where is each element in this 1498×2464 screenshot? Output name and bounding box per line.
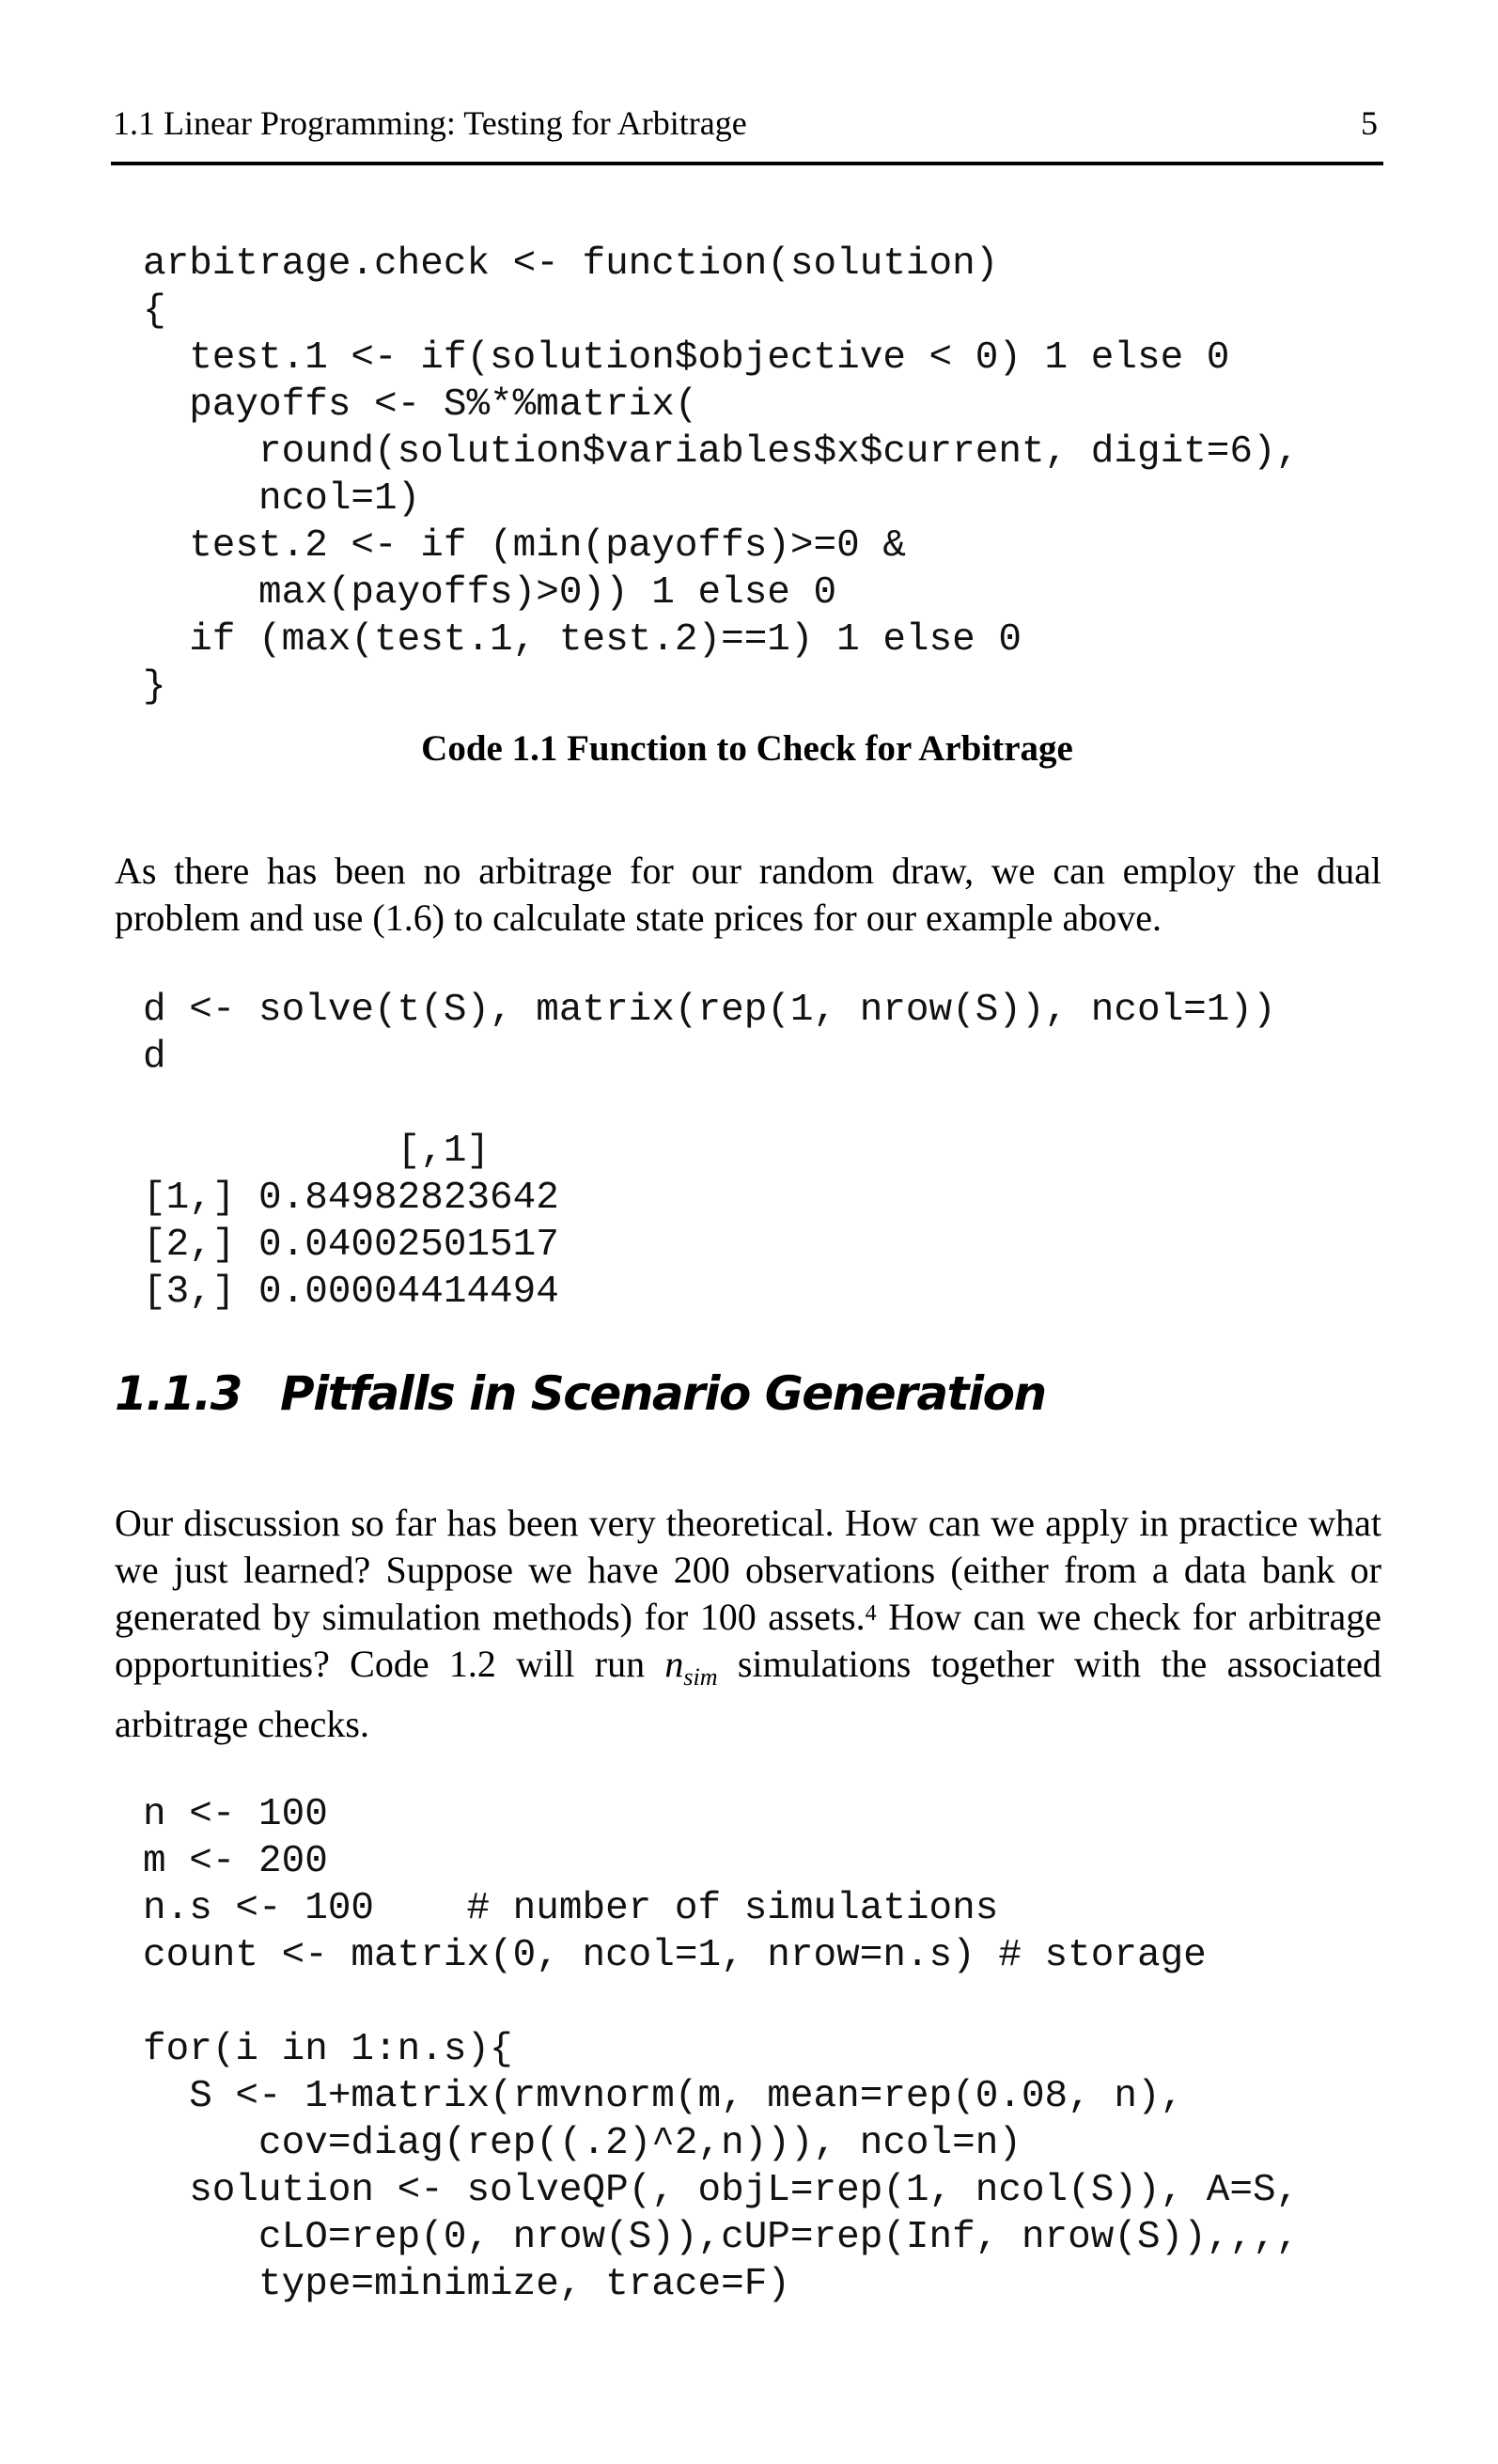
math-base: n (664, 1643, 684, 1685)
code-listing-state-prices: d <- solve(t(S), matrix(rep(1, nrow(S)), ncol=1)) d [,1] [1,] 0.84982823642 [2,] 0.04002501517 [3,] 0.00004414494 (143, 989, 1276, 1314)
paragraph-state-prices: As there has been no arbitrage for our random draw, we can employ the dual problem and use (1.6) to calculate state prices for our example above. (115, 850, 1381, 939)
paragraph-text: simulations together with the associated arbitrage checks. (115, 1643, 1381, 1745)
page-header (111, 98, 1381, 148)
paragraph-text: How can we check for arbitrage opportunities? Code 1.2 will run (115, 1596, 1382, 1685)
code-listing-arbitrage-check: arbitrage.check <- function(solution) { test.1 <- if(solution$objective < 0) 1 else 0 payoffs <- S%*%matrix( round(solution$variables$x$current, digit=6), ncol=1) test.2 <- if (min(payoffs)>=0 & max(payoffs)>0)) 1 else 0 if (max(test.1, test.2)==1) 1 else 0 } (143, 242, 1300, 709)
code-listing-simulation: n <- 100 m <- 200 n.s <- 100 # number of simulations count <- matrix(0, ncol=1, nrow=n.s) # storage for(i in 1:n.s){ S <- 1+matrix(rmvnorm(m, mean=rep(0.08, n), cov=diag(rep((.2)^2,n))), ncol=n) solution <- solveQP(, objL=rep(1, ncol(S)), A=S, cLO=rep(0, nrow(S)),cUP=rep(Inf, nrow(S)),,,, type=minimize, trace=F) (143, 1793, 1300, 2306)
footnote-marker: 4 (865, 1601, 877, 1626)
paragraph-text: Our discussion so far has been very theoretical. How can we apply in practice what we just learned? Suppose we have 200 observations (either from a data bank or generated by simulation methods) for 100 assets. (115, 1502, 1381, 1638)
section-number: 1.1.3 (115, 1366, 242, 1421)
paragraph-scenario-generation (115, 1500, 1381, 1748)
math-subscript: sim (683, 1663, 718, 1691)
code-caption: Code 1.1 Function to Check for Arbitrage (421, 728, 1073, 769)
math-n-sim (664, 1643, 718, 1691)
section-title: Pitfalls in Scenario Generation (280, 1366, 1046, 1421)
header-rule (111, 162, 1383, 165)
page-number: 5 (1361, 104, 1378, 142)
running-title: 1.1 Linear Programming: Testing for Arbitrage (113, 104, 747, 142)
section-heading (115, 1366, 1046, 1421)
